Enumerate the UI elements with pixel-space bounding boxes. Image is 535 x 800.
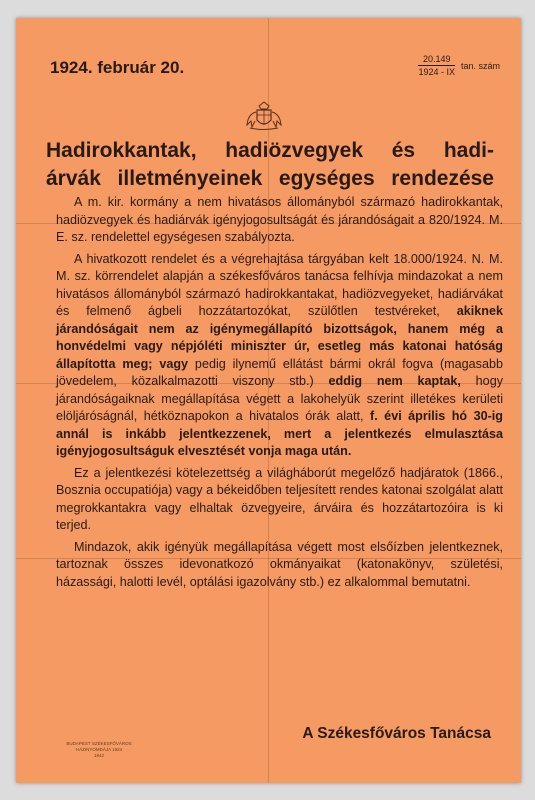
- title-line: Hadirokkantak, hadiözvegyek és hadi-: [46, 139, 494, 162]
- printer-line: BUDAPEST SZÉKESFŐVÁROS: [66, 741, 132, 746]
- reference-numerator: 20.149: [418, 54, 455, 66]
- body-text: A m. kir. kormány a nem hivatásos állományból származó hadirokkantak, hadiözvegyek és hadiárvák igényjogosultságát és járandóságait a 820/1924. M. E. sz. rendelettel egységesen szabályozta.: [56, 195, 503, 244]
- body-paragraph: [56, 539, 503, 592]
- body-paragraph: [56, 194, 503, 247]
- body-text: Mindazok, akik igényük megállapítása végett most elsőízben jelentkeznek, tartoznak összes idevonatkozó okmányaikat (katonakönyv, születési, házassági, halotti levél, optálási igazolvány stb.) ez alkalommal bemutatni.: [56, 539, 503, 589]
- reference-denominator: 1924 - IX: [418, 67, 455, 77]
- reference-number: [418, 54, 500, 77]
- printer-line: 1842: [93, 753, 104, 758]
- reference-fraction: [418, 54, 455, 77]
- poster-body: [56, 194, 503, 595]
- reference-suffix: tan. szám: [460, 60, 500, 71]
- emphasized-text: akiknek járandóságait nem az igénymegállapító bizottságok, hanem még a honvédelmi vagy népjóléti miniszter úr, esetleg más katonai hatóság állapította meg; vagy: [56, 304, 503, 371]
- body-text: A hivatkozott rendelet és a végrehajtása tárgyában kelt 18.000/1924. N. M. M. sz. körrendelet alapján a székesfőváros tanácsa felhívja mindazokat a nem hivatásos állományból származó hadirokkantakat, hadiözvegyeket, hadiárvákat és felmenő ágbeli hozzátartozókat, szülőtlen testvéreket,: [56, 251, 503, 318]
- poster: [16, 18, 521, 783]
- title-line: árvák illetményeinek egységes rendezése: [46, 167, 494, 190]
- emphasized-text: f. évi április hó 30-ig annál is inkább jelentkezzenek, mert a jelentkezés elmulasztása igényjogosultságuk elvesztését vonja maga után.: [56, 409, 503, 458]
- body-paragraph: [56, 465, 503, 535]
- body-text: hogy járandóságaiknak megállapítása végett a lakohelyük szerint illetékes kerületi elöljáróságnál, hétköznapokon a hivatalos órák alatt,: [56, 374, 503, 423]
- printer-line: HÁZINYOMDÁJA 1924: [75, 747, 123, 752]
- poster-header: [50, 54, 500, 88]
- body-text: pedig ilynemű ellátást bármi okrál fogva (magasabb jövedelem, közalkalmazotti viszony stb.): [56, 356, 503, 388]
- poster-date: 1924. február 20.: [50, 58, 185, 77]
- printer-imprint: [54, 741, 144, 759]
- emphasized-text: eddig nem kaptak,: [328, 374, 461, 388]
- poster-title: [46, 137, 494, 193]
- body-paragraph: [56, 251, 503, 461]
- coat-of-arms-icon: [242, 101, 286, 131]
- signature: A Székesfőváros Tanácsa: [302, 725, 491, 742]
- body-text: Ez a jelentkezési kötelezettség a világháborút megelőző hadjáratok (1866., Bosznia occupatiója) vagy a békeidőben teljesített rendes katonai szolgálat alatt megrokkantakra vagy elhaltak özvegyeire, árváira és hozzátartozóira is ki terjed.: [56, 465, 503, 532]
